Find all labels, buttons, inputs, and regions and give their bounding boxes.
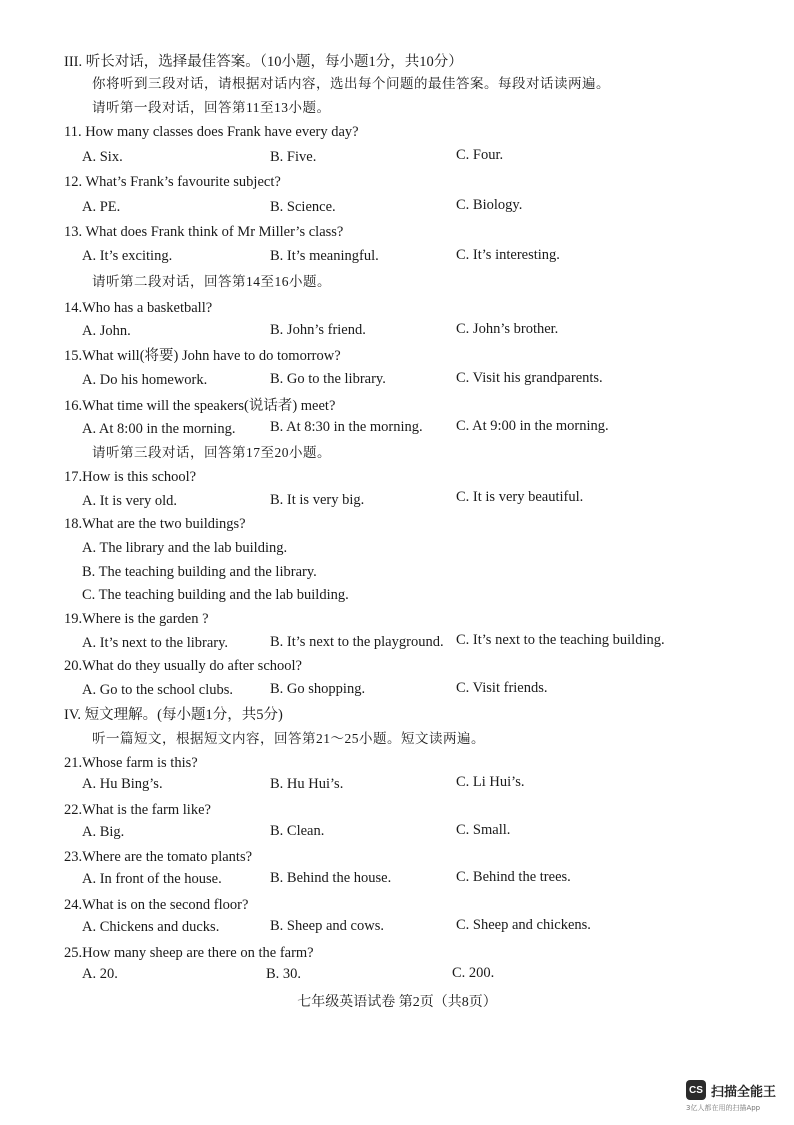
question-12: 12. What’s Frank’s favourite subject?	[64, 174, 281, 190]
q13-option-b: B. It’s meaningful.	[270, 248, 379, 264]
question-13: 13. What does Frank think of Mr Miller’s class?	[64, 224, 344, 240]
q18-option-b: B. The teaching building and the library.	[82, 564, 317, 580]
q19-option-c: C. It’s next to the teaching building.	[456, 632, 665, 648]
q19-option-b: B. It’s next to the playground.	[270, 634, 444, 650]
q14-option-b: B. John’s friend.	[270, 322, 366, 338]
question-20: 20.What do they usually do after school?	[64, 658, 302, 674]
q13-option-c: C. It’s interesting.	[456, 247, 560, 263]
question-23: 23.Where are the tomato plants?	[64, 849, 253, 865]
q13-option-a: A. It’s exciting.	[82, 248, 173, 264]
q11-option-c: C. Four.	[456, 147, 504, 163]
q25-option-a: A. 20.	[82, 966, 118, 982]
question-21: 21.Whose farm is this?	[64, 755, 198, 771]
q24-option-a: A. Chickens and ducks.	[82, 919, 220, 935]
question-16: 16.What time will the speakers(说话者) meet?	[64, 398, 336, 414]
question-25: 25.How many sheep are there on the farm?	[64, 945, 314, 961]
question-14: 14.Who has a basketball?	[64, 300, 213, 316]
q15-option-c: C. Visit his grandparents.	[456, 370, 603, 386]
q20-option-a: A. Go to the school clubs.	[82, 682, 234, 698]
q17-option-a: A. It is very old.	[82, 493, 178, 509]
q12-option-b: B. Science.	[270, 199, 336, 215]
q18-option-c: C. The teaching building and the lab building.	[82, 587, 349, 603]
question-22: 22.What is the farm like?	[64, 802, 211, 818]
q21-option-a: A. Hu Bing’s.	[82, 776, 163, 792]
question-24: 24.What is on the second floor?	[64, 897, 249, 913]
q14-option-a: A. John.	[82, 323, 131, 339]
q17-option-b: B. It is very big.	[270, 492, 365, 508]
scanner-app-name: 扫描全能王	[711, 1084, 777, 1100]
q16-option-c: C. At 9:00 in the morning.	[456, 418, 609, 434]
q19-option-a: A. It’s next to the library.	[82, 635, 229, 651]
question-19: 19.Where is the garden ?	[64, 611, 209, 627]
question-18: 18.What are the two buildings?	[64, 516, 246, 532]
section-3-heading: III. 听长对话，选择最佳答案。（10小题，每小题1分，共10分）	[64, 54, 463, 70]
q22-option-b: B. Clean.	[270, 823, 325, 839]
question-11: 11. How many classes does Frank have every day?	[64, 124, 359, 140]
q22-option-c: C. Small.	[456, 822, 511, 838]
section-3-instruction: 你将听到三段对话，请根据对话内容，选出每个问题的最佳答案。每段对话读两遍。	[92, 76, 610, 91]
q16-option-a: A. At 8:00 in the morning.	[82, 421, 236, 437]
q16-option-b: B. At 8:30 in the morning.	[270, 419, 423, 435]
q24-option-c: C. Sheep and chickens.	[456, 917, 591, 933]
q20-option-b: B. Go shopping.	[270, 681, 366, 697]
q23-option-c: C. Behind the trees.	[456, 869, 571, 885]
q23-option-b: B. Behind the house.	[270, 870, 392, 886]
q18-option-a: A. The library and the lab building.	[82, 540, 288, 556]
section-4-heading: IV. 短文理解。(每小题1分，共5分)	[64, 707, 283, 723]
q21-option-c: C. Li Hui’s.	[456, 774, 525, 790]
page-footer: 七年级英语试卷 第2页（共8页）	[297, 995, 497, 1010]
q23-option-a: A. In front of the house.	[82, 871, 222, 887]
q11-option-b: B. Five.	[270, 149, 317, 165]
q14-option-c: C. John’s brother.	[456, 321, 559, 337]
q21-option-b: B. Hu Hui’s.	[270, 776, 344, 792]
scanner-watermark	[686, 1080, 776, 1100]
q25-option-c: C. 200.	[452, 965, 495, 981]
q12-option-c: C. Biology.	[456, 197, 523, 213]
q11-option-a: A. Six.	[82, 149, 123, 165]
q15-option-b: B. Go to the library.	[270, 371, 386, 387]
cs-logo-icon: CS	[686, 1080, 706, 1100]
part-3-instruction: 请听第三段对话，回答第17至20小题。	[92, 445, 331, 460]
part-2-instruction: 请听第二段对话，回答第14至16小题。	[92, 274, 331, 289]
section-4-instruction: 听一篇短文，根据短文内容，回答第21～25小题。短文读两遍。	[92, 731, 485, 746]
question-15: 15.What will(将要) John have to do tomorrow?	[64, 348, 341, 364]
q22-option-a: A. Big.	[82, 824, 125, 840]
q15-option-a: A. Do his homework.	[82, 372, 208, 388]
q17-option-c: C. It is very beautiful.	[456, 489, 584, 505]
q25-option-b: B. 30.	[266, 966, 302, 982]
question-17: 17.How is this school?	[64, 469, 197, 485]
part-1-instruction: 请听第一段对话，回答第11至13小题。	[92, 100, 331, 115]
q24-option-b: B. Sheep and cows.	[270, 918, 384, 934]
q20-option-c: C. Visit friends.	[456, 680, 548, 696]
q12-option-a: A. PE.	[82, 199, 121, 215]
scanner-tagline: 3亿人都在用的扫描App	[686, 1104, 761, 1112]
